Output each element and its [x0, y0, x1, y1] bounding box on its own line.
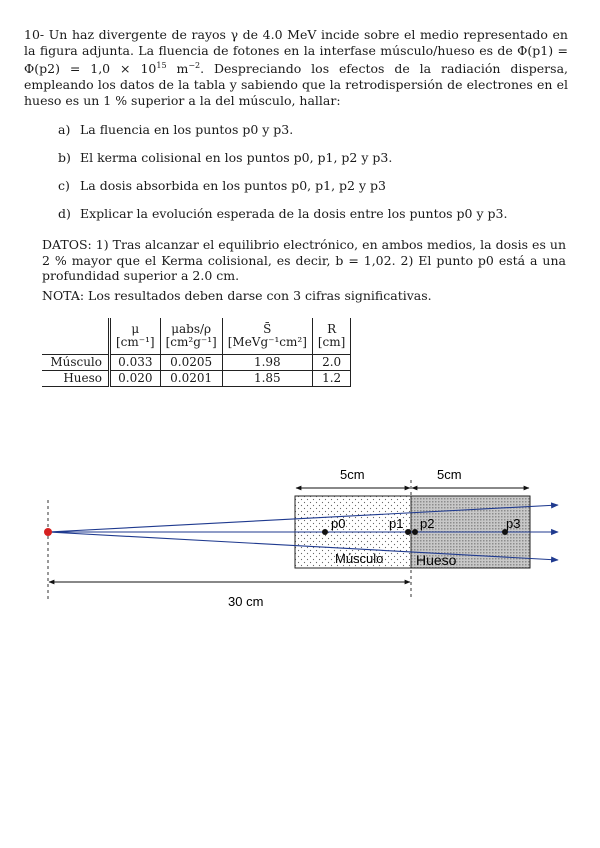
question-label: c): [58, 178, 70, 193]
header-symbol: S̄: [263, 322, 272, 336]
question-label: b): [58, 150, 71, 165]
statement-part-3: . Despreciando los efectos de la radiación dispersa, empleando los datos de la tabla y sabiendo que la retrodispersión de electrones en el hueso es un 1 % superior a la del músculo, hallar:: [24, 61, 568, 108]
table-cell: 1.98: [222, 355, 312, 371]
statement-exponent: 15: [156, 61, 167, 71]
note-paragraph: NOTA: Los resultados deben darse con 3 cifras significativas.: [42, 288, 432, 303]
bone-label: Hueso: [416, 552, 457, 568]
question-text: Explicar la evolución esperada de la dosis entre los puntos p0 y p3.: [79, 206, 508, 221]
table-cell: 0.020: [110, 371, 161, 387]
point-p0-dot: [322, 529, 328, 535]
point-p2-label: p2: [420, 516, 435, 531]
header-unit: [cm²g⁻¹]: [165, 335, 217, 349]
source-dimension-label: 30 cm: [228, 594, 264, 609]
row-label: Hueso: [42, 371, 110, 387]
table-cell: 0.0201: [160, 371, 222, 387]
statement-part-1: Un haz divergente de rayos γ de 4.0 MeV incide sobre el medio representado en la figura adjunta. La fluencia de fotones en la interfase músculo/hueso es de Φ(p1) = Φ(p2) = 1,0 × 10: [24, 27, 568, 77]
table-cell: 2.0: [312, 355, 350, 371]
table-cell: 0.033: [110, 355, 161, 371]
point-p1-dot: [405, 529, 411, 535]
header-symbol: μabs/ρ: [171, 322, 212, 336]
point-p1-label: p1: [389, 516, 404, 531]
header-symbol: R: [327, 322, 337, 336]
problem-number: 10-: [24, 27, 45, 42]
point-p2-dot: [412, 529, 418, 535]
header-unit: [MeVg⁻¹cm²]: [227, 335, 307, 349]
row-label: Músculo: [42, 355, 110, 371]
question-label: d): [58, 206, 71, 221]
point-p0-label: p0: [331, 516, 346, 531]
header-symbol: μ: [131, 322, 140, 336]
statement-exponent-2: −2: [188, 61, 201, 71]
muscle-dimension-label: 5cm: [340, 467, 365, 482]
header-unit: [cm]: [317, 335, 346, 349]
data-paragraph: DATOS: 1) Tras alcanzar el equilibrio electrónico, en ambos medios, la dosis es un 2 % mayor que el Kerma colisional, es decir, b = 1,02. 2) El punto p0 está a una profundidad superior a 2.0 cm.: [42, 237, 566, 283]
table-cell: 1.85: [222, 371, 312, 387]
bone-dimension-label: 5cm: [437, 467, 462, 482]
statement-part-2: m: [166, 61, 189, 77]
question-label: a): [58, 122, 71, 137]
question-text: La dosis absorbida en los puntos p0, p1, p2 y p3: [79, 178, 386, 193]
table-cell: 0.0205: [160, 355, 222, 371]
header-unit: [cm⁻¹]: [116, 335, 155, 349]
question-text: La fluencia en los puntos p0 y p3.: [79, 122, 294, 137]
muscle-label: Músculo: [335, 551, 384, 566]
point-p3-label: p3: [506, 516, 521, 531]
radiation-source-dot: [44, 528, 52, 536]
table-cell: 1.2: [312, 371, 350, 387]
question-text: El kerma colisional en los puntos p0, p1, p2 y p3.: [79, 150, 393, 165]
